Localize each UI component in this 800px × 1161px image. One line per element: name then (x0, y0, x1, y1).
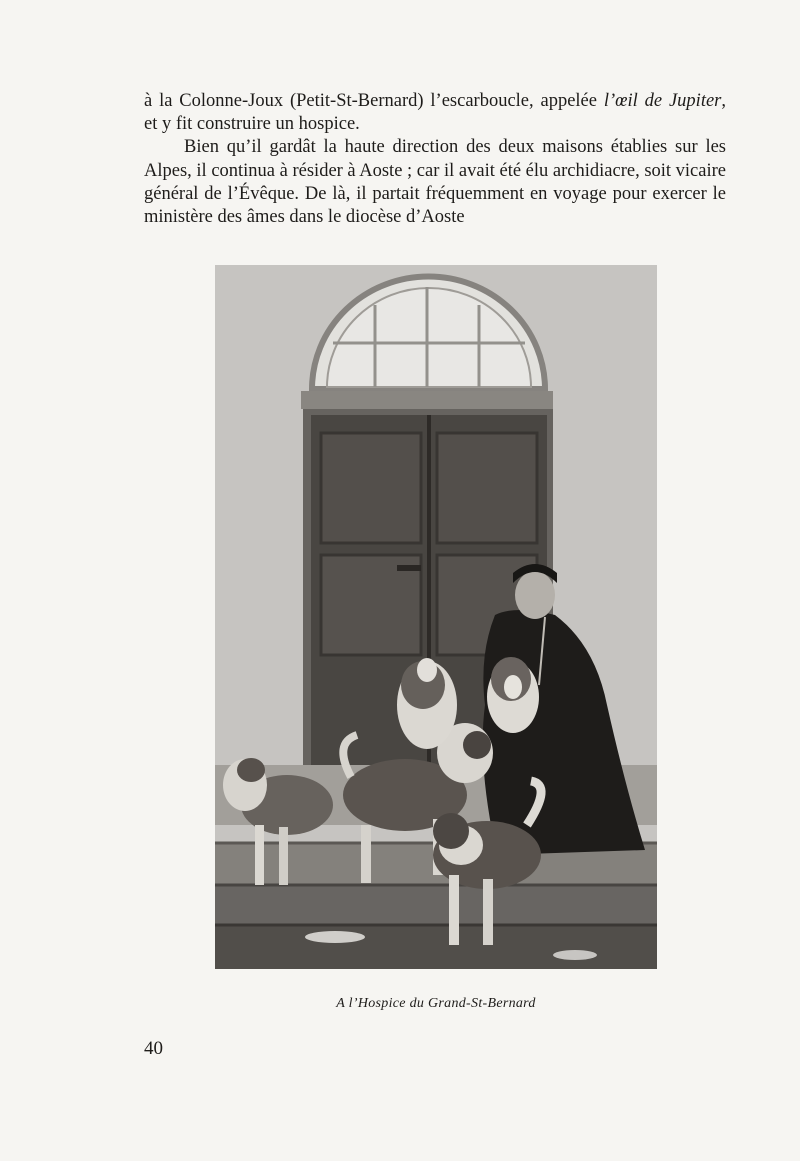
paragraph-1-end: , et y fit construire un hospice. (144, 91, 726, 135)
paragraph-1-start: à la Colonne-Joux (Petit-St-Bernard) l’escarboucle, appelée (144, 91, 604, 111)
page-number: 40 (144, 1038, 163, 1059)
emphasis-text: l’œil de Jupiter (603, 91, 722, 111)
photo-hospice (215, 265, 657, 969)
figure-caption: A l’Hospice du Grand-St-Bernard (336, 996, 536, 1011)
paragraph-1 (144, 90, 726, 136)
paragraph-2: Bien qu’il gardât la haute direction des deux maisons établies sur les Alpes, il continua à résider à Aoste ; car il avait été élu archidiacre, soit vicaire général de l’Évêque. De là, il partait fréquemment en voyage pour exercer le ministère des âmes dans le diocèse d’Aoste (144, 137, 726, 228)
body-text (144, 90, 726, 229)
